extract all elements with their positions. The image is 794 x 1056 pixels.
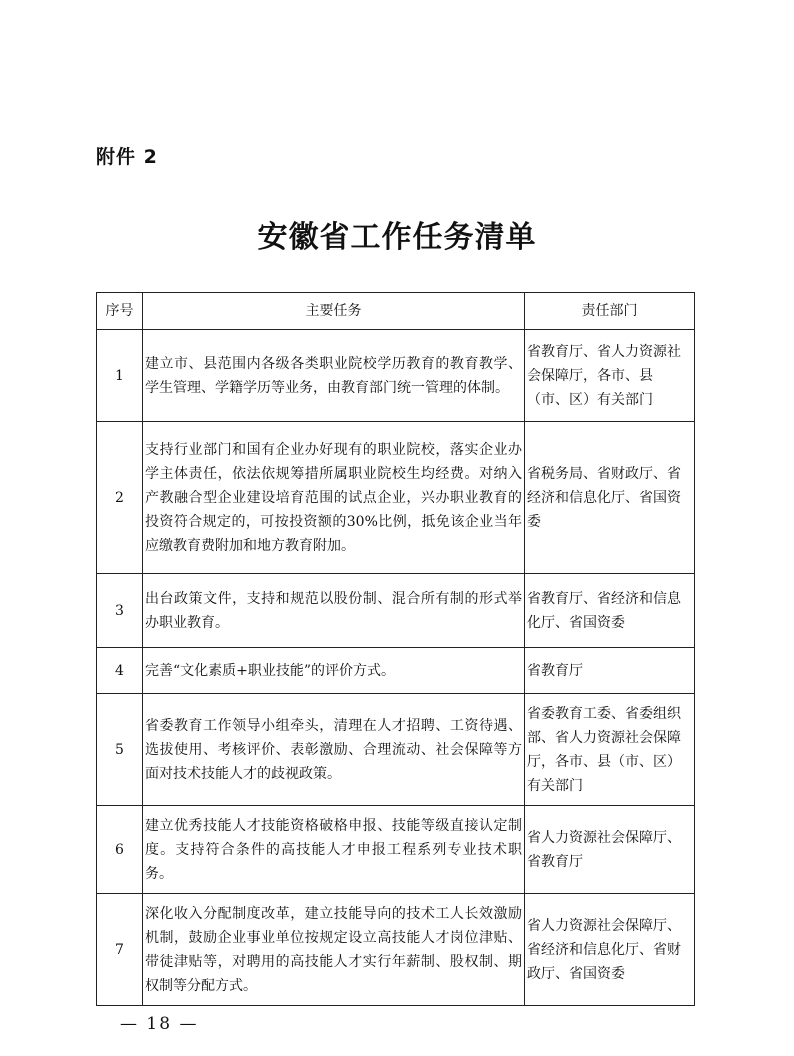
table-row [97, 806, 695, 894]
row-dept: 省教育厅、省经济和信息化厅、省国资委 [525, 574, 695, 648]
row-dept: 省委教育工委、省委组织部、省人力资源社会保障厅，各市、县（市、区）有关部门 [525, 694, 695, 806]
row-dept: 省教育厅 [525, 648, 695, 694]
page-number: — 18 — [120, 1014, 199, 1034]
row-dept: 省税务局、省财政厅、省经济和信息化厅、省国资委 [525, 422, 695, 574]
table-header-row [97, 293, 695, 330]
table-row [97, 574, 695, 648]
column-header-task: 主要任务 [143, 293, 525, 330]
attachment-label: 附件 2 [96, 146, 158, 168]
table-row [97, 694, 695, 806]
row-index: 2 [97, 422, 143, 574]
row-dept: 省教育厅、省人力资源社会保障厅，各市、县（市、区）有关部门 [525, 330, 695, 422]
table-row [97, 648, 695, 694]
row-index: 4 [97, 648, 143, 694]
table-row [97, 422, 695, 574]
column-header-dept: 责任部门 [525, 293, 695, 330]
row-dept: 省人力资源社会保障厅、省经济和信息化厅、省财政厅、省国资委 [525, 894, 695, 1006]
column-header-index: 序号 [97, 293, 143, 330]
row-index: 1 [97, 330, 143, 422]
row-index: 7 [97, 894, 143, 1006]
row-index: 5 [97, 694, 143, 806]
row-index: 3 [97, 574, 143, 648]
row-dept: 省人力资源社会保障厅、省教育厅 [525, 806, 695, 894]
page-title: 安徽省工作任务清单 [257, 220, 537, 255]
row-task: 出台政策文件，支持和规范以股份制、混合所有制的形式举办职业教育。 [143, 574, 525, 648]
row-task: 省委教育工作领导小组牵头，清理在人才招聘、工资待遇、选拔使用、考核评价、表彰激励、合理流动、社会保障等方面对技术技能人才的歧视政策。 [143, 694, 525, 806]
table-row [97, 894, 695, 1006]
row-task: 深化收入分配制度改革，建立技能导向的技术工人长效激励机制，鼓励企业事业单位按规定设立高技能人才岗位津贴、带徒津贴等，对聘用的高技能人才实行年薪制、股权制、期权制等分配方式。 [143, 894, 525, 1006]
row-task: 建立市、县范围内各级各类职业院校学历教育的教育教学、学生管理、学籍学历等业务，由教育部门统一管理的体制。 [143, 330, 525, 422]
row-task: 建立优秀技能人才技能资格破格申报、技能等级直接认定制度。支持符合条件的高技能人才申报工程系列专业技术职务。 [143, 806, 525, 894]
row-index: 6 [97, 806, 143, 894]
row-task: 完善“文化素质+职业技能”的评价方式。 [143, 648, 525, 694]
row-task: 支持行业部门和国有企业办好现有的职业院校，落实企业办学主体责任，依法依规筹措所属职业院校生均经费。对纳入产教融合型企业建设培育范围的试点企业，兴办职业教育的投资符合规定的，可按投资额的30%比例，抵免该企业当年应缴教育费附加和地方教育附加。 [143, 422, 525, 574]
table-row [97, 330, 695, 422]
task-table [96, 292, 695, 1006]
